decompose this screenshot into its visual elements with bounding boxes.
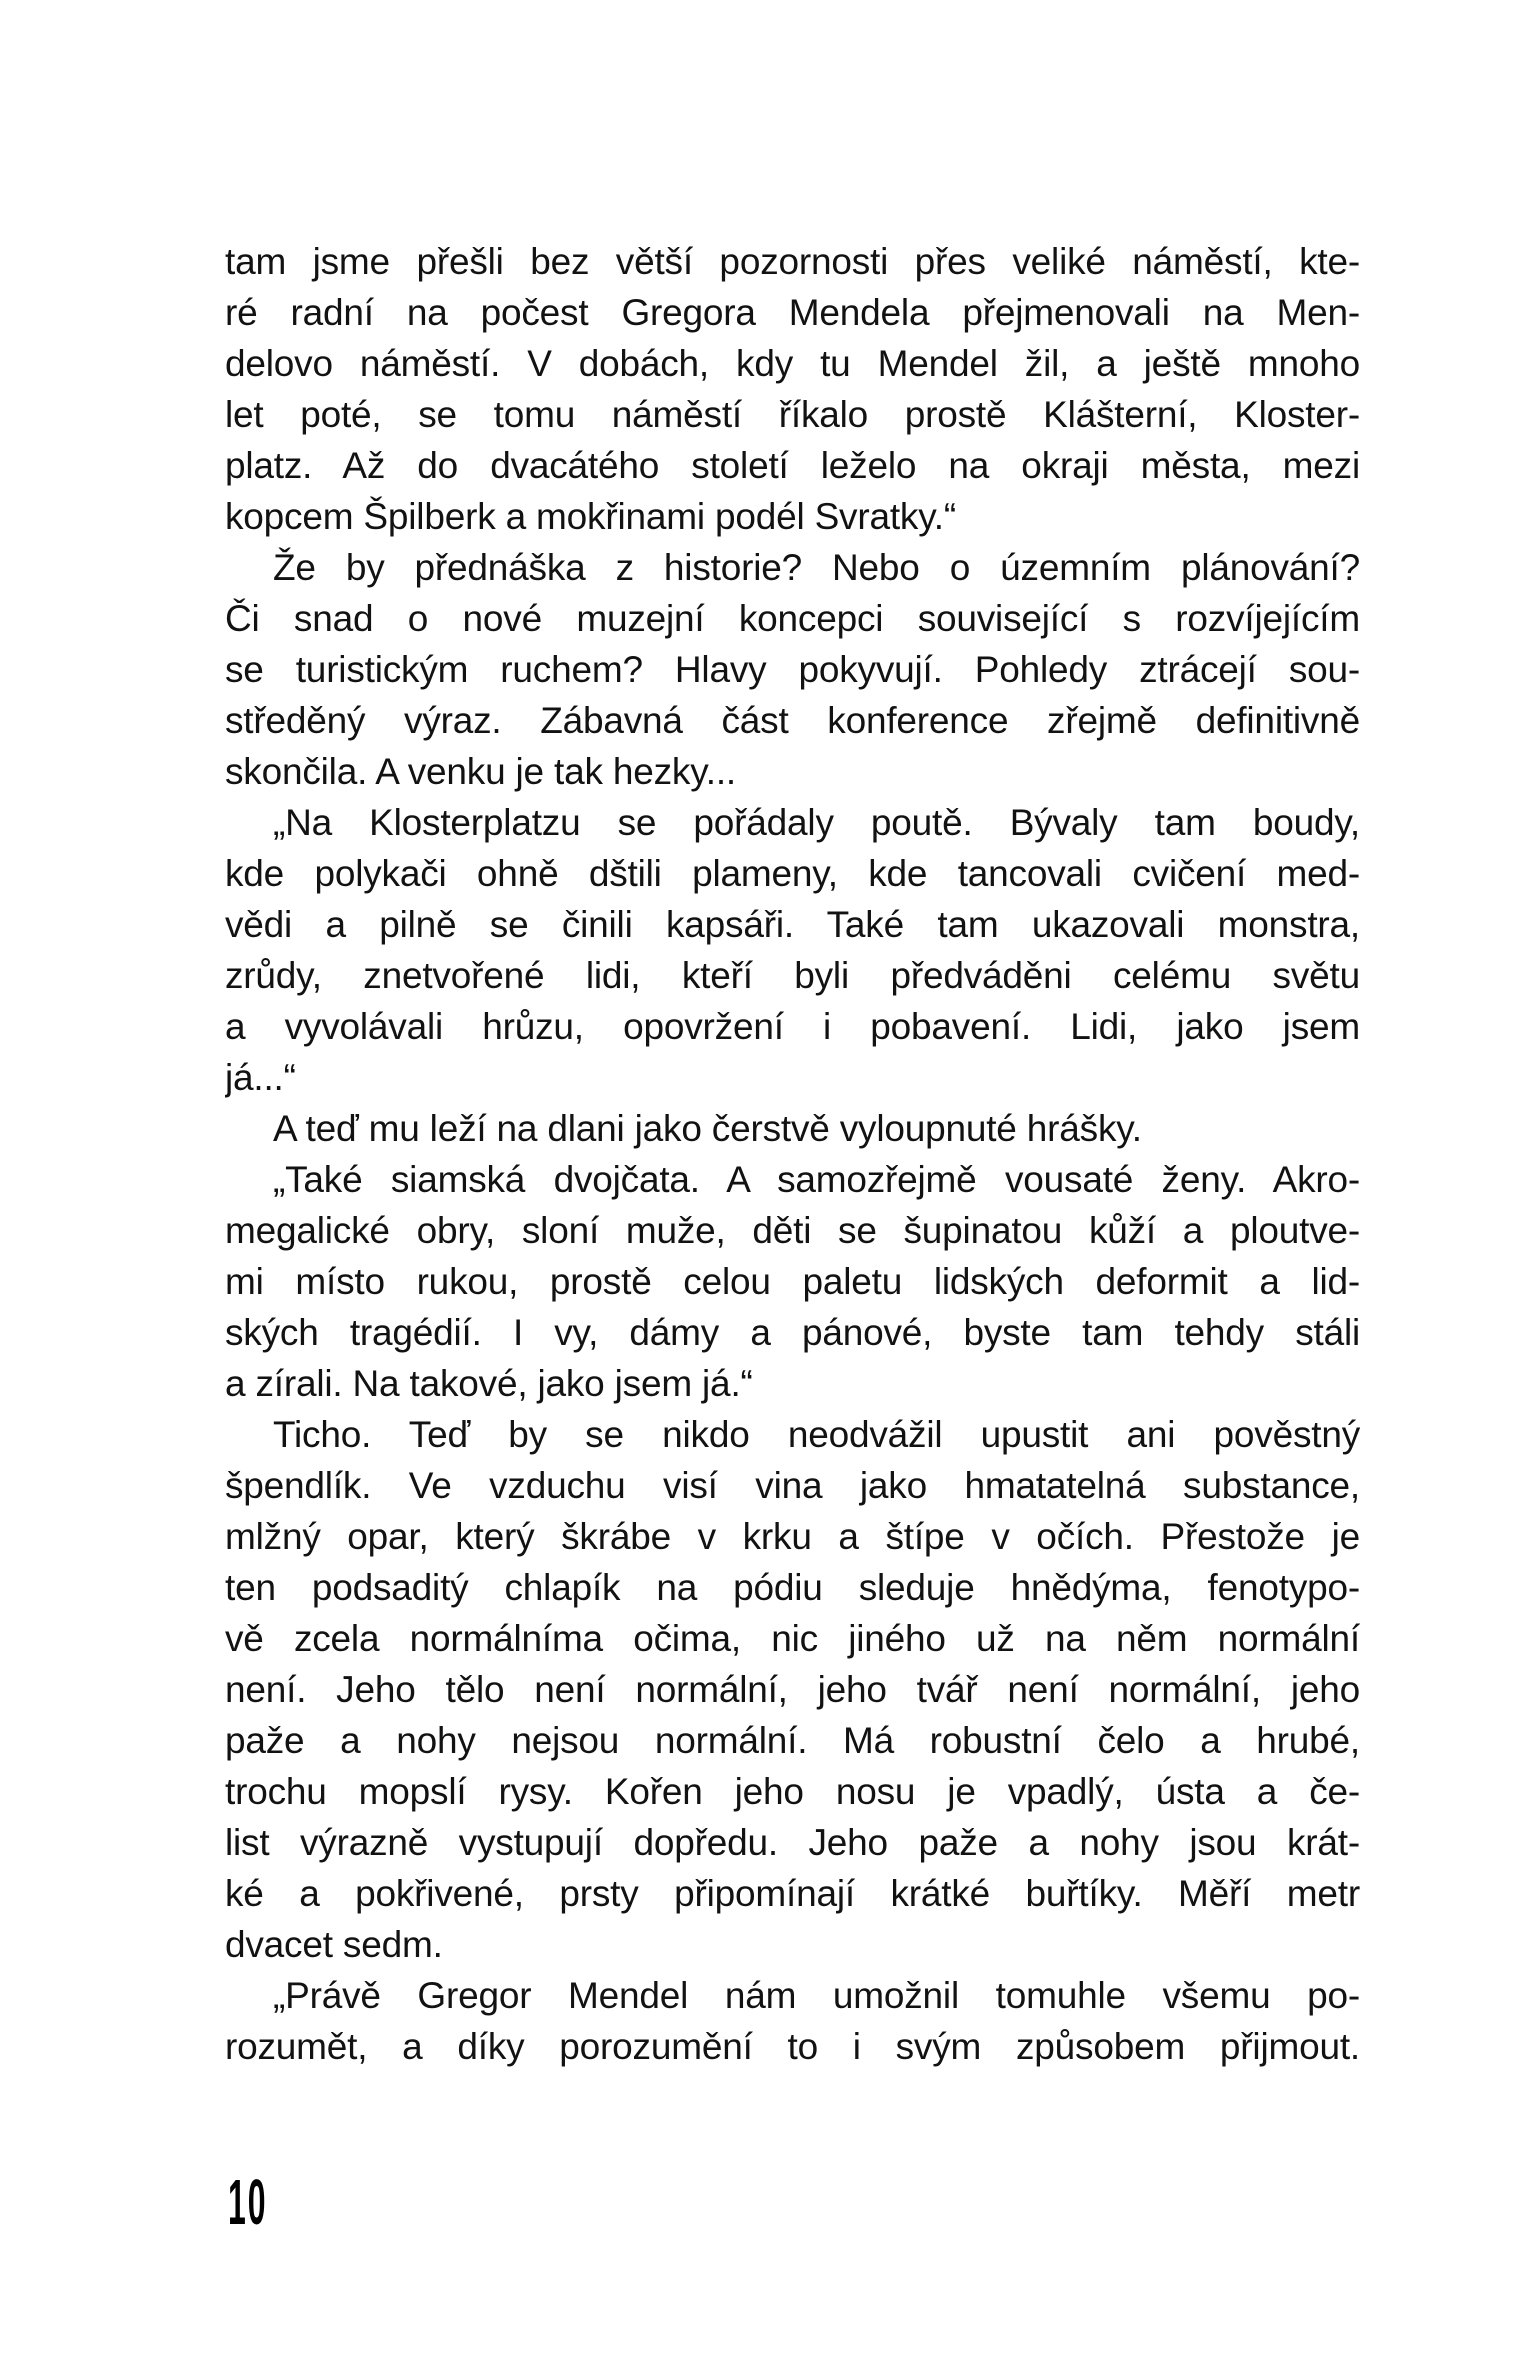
text-line: Ticho. Teď by se nikdo neodvážil upustit ani pověstný bbox=[273, 1414, 1360, 1455]
text-line: „Na Klosterplatzu se pořádaly poutě. Bývaly tam boudy, bbox=[273, 802, 1360, 843]
text-line: není. Jeho tělo není normální, jeho tvář není normální, jeho bbox=[225, 1669, 1360, 1710]
text-line: paže a nohy nejsou normální. Má robustní čelo a hrubé, bbox=[225, 1720, 1360, 1761]
text-line: já...“ bbox=[225, 1057, 296, 1098]
text-line: dvacet sedm. bbox=[225, 1924, 443, 1965]
text-line: ských tragédií. I vy, dámy a pánové, byste tam tehdy stáli bbox=[225, 1312, 1360, 1353]
text-line: „Právě Gregor Mendel nám umožnil tomuhle všemu po- bbox=[273, 1975, 1360, 2016]
text-line: Či snad o nové muzejní koncepci související s rozvíjejícím bbox=[225, 598, 1360, 639]
text-line: kopcem Špilberk a mokřinami podél Svratky.“ bbox=[225, 496, 956, 537]
text-line: tam jsme přešli bez větší pozornosti přes veliké náměstí, kte- bbox=[225, 241, 1360, 282]
text-line: mi místo rukou, prostě celou paletu lidských deformit a lid- bbox=[225, 1261, 1360, 1302]
text-line: platz. Až do dvacátého století leželo na okraji města, mezi bbox=[225, 445, 1360, 486]
body-text bbox=[225, 236, 1360, 2072]
text-line: a vyvolávali hrůzu, opovržení i pobavení. Lidi, jako jsem bbox=[225, 1006, 1360, 1047]
text-line: středěný výraz. Zábavná část konference zřejmě definitivně bbox=[225, 700, 1360, 741]
text-line: se turistickým ruchem? Hlavy pokyvují. Pohledy ztrácejí sou- bbox=[225, 649, 1360, 690]
text-line: vě zcela normálníma očima, nic jiného už na něm normální bbox=[225, 1618, 1360, 1659]
text-line: trochu mopslí rysy. Kořen jeho nosu je vpadlý, ústa a če- bbox=[225, 1771, 1360, 1812]
text-line: „Také siamská dvojčata. A samozřejmě vousaté ženy. Akro- bbox=[273, 1159, 1360, 1200]
text-line: vědi a pilně se činili kapsáři. Také tam ukazovali monstra, bbox=[225, 904, 1360, 945]
text-line: megalické obry, sloní muže, děti se šupinatou kůží a ploutve- bbox=[225, 1210, 1360, 1251]
text-line: zrůdy, znetvořené lidi, kteří byli předváděni celému světu bbox=[225, 955, 1360, 996]
text-line: kde polykači ohně dštili plameny, kde tancovali cvičení med- bbox=[225, 853, 1360, 894]
text-line: ten podsaditý chlapík na pódiu sleduje hnědýma, fenotypo- bbox=[225, 1567, 1360, 1608]
text-line: A teď mu leží na dlani jako čerstvě vyloupnuté hrášky. bbox=[273, 1108, 1142, 1149]
text-line: špendlík. Ve vzduchu visí vina jako hmatatelná substance, bbox=[225, 1465, 1360, 1506]
page-number: 10 bbox=[228, 2166, 268, 2238]
text-line: ré radní na počest Gregora Mendela přejmenovali na Men- bbox=[225, 292, 1360, 333]
text-line: rozumět, a díky porozumění to i svým způsobem přijmout. bbox=[225, 2026, 1360, 2067]
text-line: list výrazně vystupují dopředu. Jeho paže a nohy jsou krát- bbox=[225, 1822, 1360, 1863]
text-line: mlžný opar, který škrábe v krku a štípe v očích. Přestože je bbox=[225, 1516, 1360, 1557]
text-line: skončila. A venku je tak hezky... bbox=[225, 751, 736, 792]
text-line: delovo náměstí. V dobách, kdy tu Mendel žil, a ještě mnoho bbox=[225, 343, 1360, 384]
text-line: let poté, se tomu náměstí říkalo prostě Klášterní, Kloster- bbox=[225, 394, 1360, 435]
text-line: Že by přednáška z historie? Nebo o územním plánování? bbox=[273, 547, 1360, 588]
text-line: ké a pokřivené, prsty připomínají krátké buřtíky. Měří metr bbox=[225, 1873, 1360, 1914]
text-line: a zírali. Na takové, jako jsem já.“ bbox=[225, 1363, 753, 1404]
